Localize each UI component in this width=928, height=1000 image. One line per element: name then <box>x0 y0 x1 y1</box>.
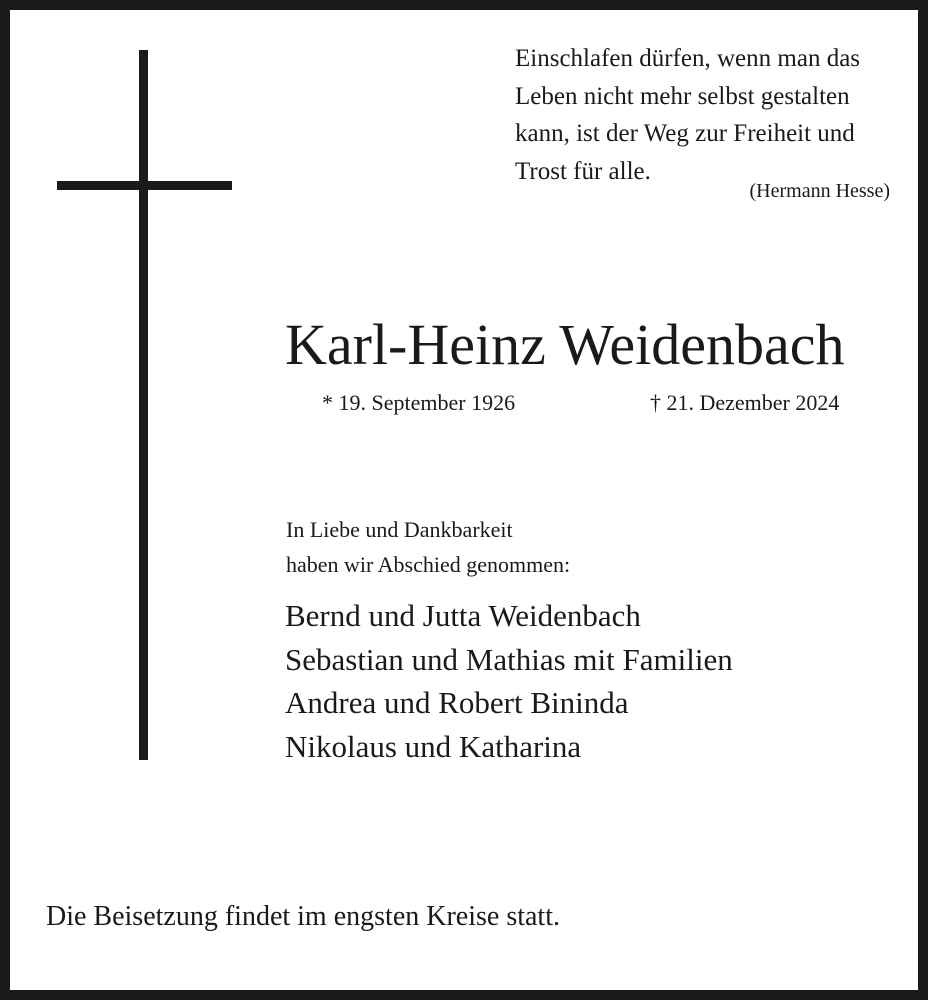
quote <box>515 40 925 190</box>
mourner-name: Bernd und Jutta Weidenbach <box>285 598 641 633</box>
death-date: † 21. Dezember 2024 <box>650 390 840 415</box>
birth-date: * 19. September 1926 <box>322 390 516 415</box>
deceased-name: Karl-Heinz Weidenbach <box>285 312 845 377</box>
quote-line: kann, ist der Weg zur Freiheit und <box>515 120 855 147</box>
mourner-name: Sebastian und Mathias mit Familien <box>285 641 733 677</box>
funeral-note: Die Beisetzung findet im engsten Kreise statt. <box>46 901 560 932</box>
mourner-name: Nikolaus und Katharina <box>285 728 582 764</box>
mourners-list <box>285 594 733 768</box>
cross-vertical-beam <box>139 50 148 760</box>
mourner-name: Andrea und Robert Bininda <box>285 685 629 720</box>
quote-line: Einschlafen dürfen, wenn man das <box>515 45 861 72</box>
quote-author: (Hermann Hesse) <box>749 180 890 202</box>
farewell-line: In Liebe und Dankbarkeit <box>286 517 513 542</box>
farewell-text <box>286 512 570 582</box>
farewell-line: haben wir Abschied genommen: <box>286 552 571 577</box>
quote-line: Leben nicht mehr selbst gestalten <box>515 82 850 110</box>
cross-horizontal-beam <box>57 181 232 190</box>
quote-line: Trost für alle. <box>515 157 651 185</box>
